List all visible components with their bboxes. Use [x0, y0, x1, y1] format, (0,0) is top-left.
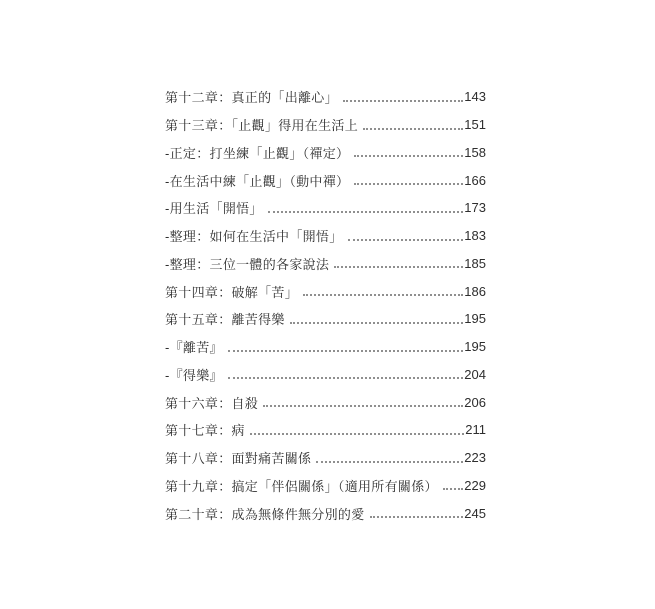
dot-leader — [443, 488, 463, 490]
toc-entry-title: -用生活「開悟」 — [165, 201, 263, 217]
toc-entry — [165, 277, 486, 305]
toc-entry — [165, 361, 486, 389]
dot-leader — [343, 100, 463, 102]
toc-entry — [165, 83, 486, 111]
toc-entry-page: 195 — [464, 339, 486, 355]
toc-entry-page: 143 — [464, 89, 486, 105]
dot-leader — [228, 377, 463, 379]
toc-entry — [165, 388, 486, 416]
toc-entry-title: 第十八章：面對痛苦關係 — [165, 451, 312, 467]
dot-leader — [228, 350, 463, 352]
dot-leader — [250, 433, 464, 435]
toc-entry — [165, 333, 486, 361]
toc-entry-title: 第十五章：離苦得樂 — [165, 312, 285, 328]
dot-leader — [354, 183, 463, 185]
dot-leader — [316, 461, 463, 463]
dot-leader — [363, 128, 463, 130]
toc-entry-title: 第十七章：病 — [165, 423, 245, 439]
toc-entry — [165, 472, 486, 500]
toc-entry — [165, 250, 486, 278]
toc-entry-title: -整理：三位一體的各家說法 — [165, 256, 330, 272]
dot-leader — [370, 516, 464, 518]
toc-entry-title: 第十二章：真正的「出離心」 — [165, 90, 338, 106]
toc-entry-page: 229 — [464, 477, 486, 493]
toc-entry-title: -正定：打坐練「止觀」（禪定） — [165, 145, 350, 161]
toc-entry-page: 151 — [464, 117, 486, 133]
toc-entry-page: 223 — [464, 450, 486, 466]
toc-entry-title: 第十三章：「止觀」得用在生活上 — [165, 118, 359, 134]
toc-entry-page: 206 — [464, 394, 486, 410]
toc-entry-title: -『離苦』 — [165, 340, 223, 356]
toc-entry-page: 195 — [464, 311, 486, 327]
toc-entry-title: 第二十章：成為無條件無分別的愛 — [165, 506, 365, 522]
toc-entry-title: -整理：如何在生活中「開悟」 — [165, 229, 343, 245]
toc-entry — [165, 444, 486, 472]
toc-entry-title: 第十六章：自殺 — [165, 395, 259, 411]
table-of-contents — [165, 83, 486, 527]
dot-leader — [268, 211, 464, 213]
toc-entry — [165, 305, 486, 333]
toc-entry-page: 183 — [464, 228, 486, 244]
toc-entry-title: -『得樂』 — [165, 367, 223, 383]
dot-leader — [303, 294, 463, 296]
dot-leader — [348, 239, 464, 241]
dot-leader — [354, 155, 463, 157]
toc-entry-page: 185 — [464, 255, 486, 271]
toc-entry — [165, 222, 486, 250]
toc-entry — [165, 139, 486, 167]
toc-entry — [165, 166, 486, 194]
dot-leader — [334, 266, 463, 268]
toc-entry-page: 186 — [464, 283, 486, 299]
toc-entry-title: -在生活中練「止觀」（動中禪） — [165, 173, 350, 189]
toc-entry — [165, 416, 486, 444]
toc-entry-title: 第十四章：破解「苦」 — [165, 284, 299, 300]
toc-entry — [165, 499, 486, 527]
dot-leader — [263, 405, 463, 407]
toc-entry-page: 211 — [465, 422, 486, 438]
toc-entry — [165, 194, 486, 222]
toc-entry-page: 173 — [464, 200, 486, 216]
dot-leader — [290, 322, 464, 324]
toc-entry-title: 第十九章：搞定「伴侶關係」（適用所有關係） — [165, 478, 438, 494]
toc-entry-page: 158 — [464, 144, 486, 160]
toc-entry-page: 245 — [464, 505, 486, 521]
toc-entry-page: 166 — [464, 172, 486, 188]
toc-entry — [165, 111, 486, 139]
toc-entry-page: 204 — [464, 366, 486, 382]
